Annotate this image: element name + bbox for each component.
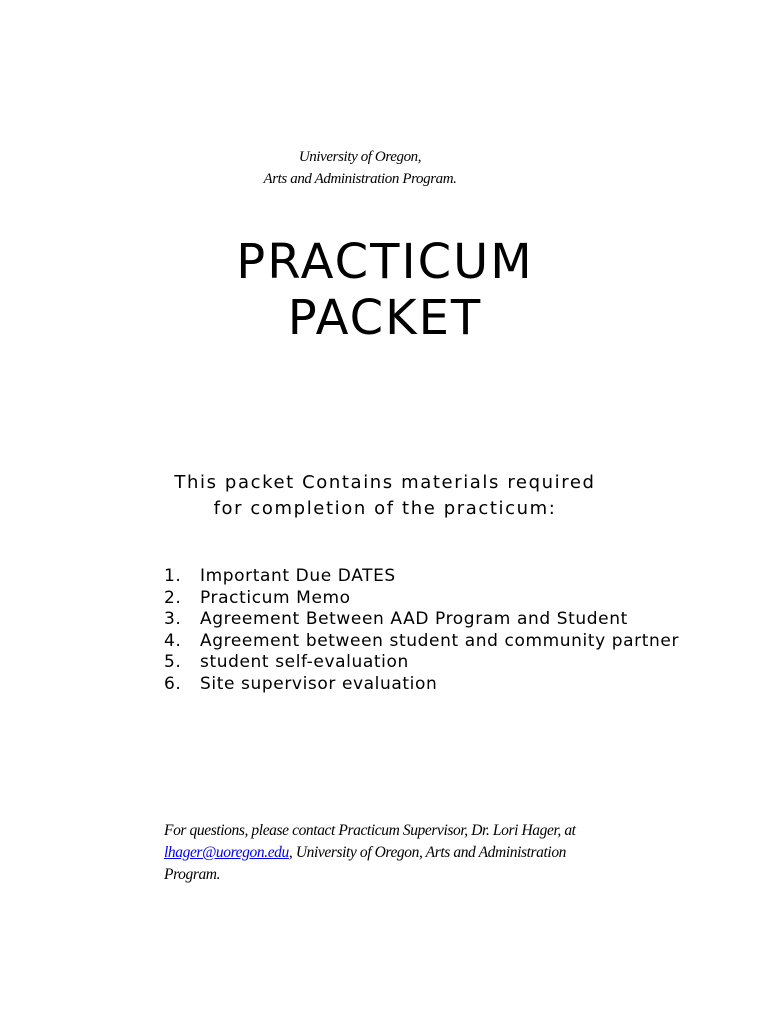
list-item-text: Agreement between student and community partner xyxy=(200,630,680,651)
institution-header xyxy=(0,146,720,190)
list-item-text: student self-evaluation xyxy=(200,652,409,672)
list-item-number: 5. xyxy=(164,652,182,672)
list-item xyxy=(164,609,724,631)
intro-statement xyxy=(0,470,770,522)
email-link[interactable]: lhager@uoregon.edu xyxy=(164,844,289,861)
list-item xyxy=(164,588,724,610)
intro-line-2: for completion of the practicum: xyxy=(213,498,557,519)
list-item-text: Important Due DATES xyxy=(200,566,396,586)
list-item-number: 6. xyxy=(164,673,182,694)
list-item-text: Practicum Memo xyxy=(200,587,351,608)
list-item xyxy=(164,674,724,696)
title-line-1: PRACTICUM xyxy=(236,234,534,290)
contact-text-prefix: For questions, please contact Practicum Supervisor, Dr. Lori Hager, at xyxy=(164,822,576,839)
list-item-number: 4. xyxy=(164,630,182,651)
list-item-text: Site supervisor evaluation xyxy=(200,673,438,694)
list-item-number: 2. xyxy=(164,587,182,608)
page-title xyxy=(0,234,770,346)
title-line-2: PACKET xyxy=(287,290,483,346)
contact-note xyxy=(164,820,604,886)
list-item-number: 1. xyxy=(164,566,182,586)
intro-line-1: This packet Contains materials required xyxy=(174,472,596,493)
list-item-number: 3. xyxy=(164,609,182,629)
contact-text-suffix: , University of Oregon, Arts and Administration Program. xyxy=(164,844,567,883)
institution-line-1: University of Oregon, xyxy=(298,149,422,165)
list-item xyxy=(164,652,724,674)
list-item-text: Agreement Between AAD Program and Student xyxy=(200,609,628,629)
list-item xyxy=(164,566,724,588)
institution-line-2: Arts and Administration Program. xyxy=(263,171,457,187)
list-item xyxy=(164,631,724,653)
contents-list xyxy=(164,566,724,695)
